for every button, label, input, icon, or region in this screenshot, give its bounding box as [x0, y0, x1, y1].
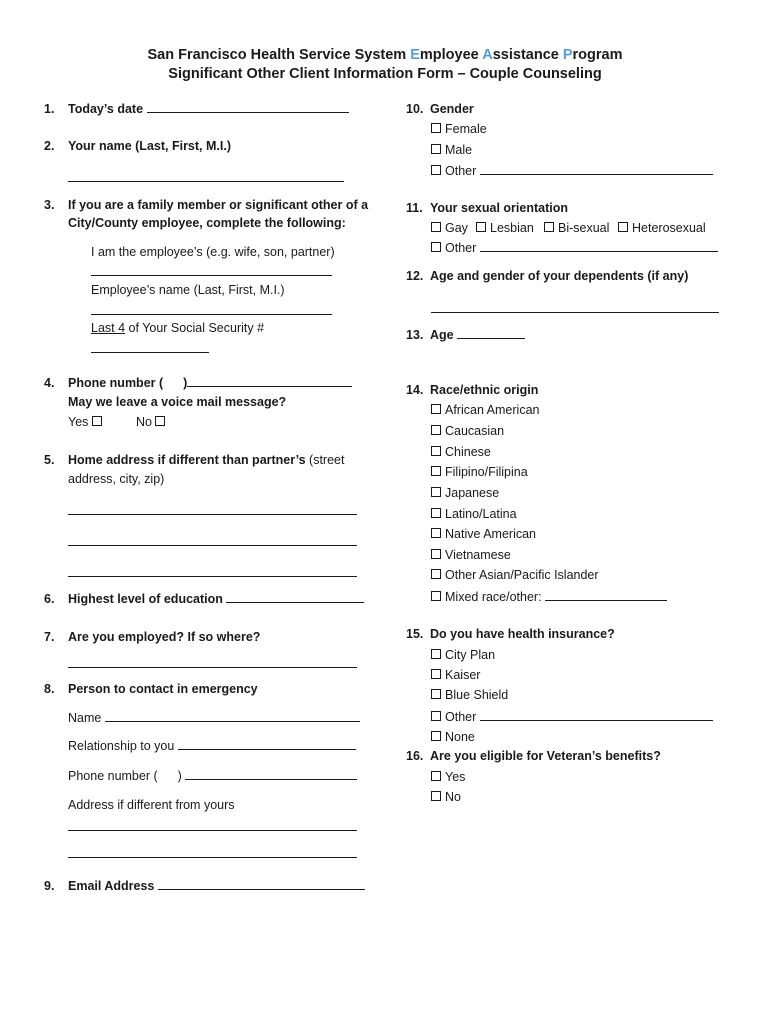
q11-orientation: 11. Your sexual orientation [406, 201, 568, 215]
orientation-heterosexual-option[interactable]: Heterosexual [618, 220, 706, 236]
q8-relationship-label: Relationship to you [68, 738, 356, 754]
checkbox-icon[interactable] [431, 466, 441, 476]
insurance-option[interactable]: City Plan [431, 647, 495, 663]
checkbox-icon[interactable] [431, 771, 441, 781]
q3-family-member: 3. If you are a family member or significant other of a [44, 198, 369, 212]
q3-label-line2: City/County employee, complete the following: [68, 216, 346, 230]
ssn-field[interactable] [91, 352, 209, 353]
race-option[interactable]: Vietnamese [431, 547, 511, 563]
relationship-field[interactable] [91, 275, 332, 276]
orientation-other-option[interactable]: Other [431, 240, 718, 256]
q10-gender: 10. Gender [406, 102, 474, 116]
race-option[interactable]: Chinese [431, 444, 491, 460]
insurance-option[interactable]: None [431, 729, 475, 745]
checkbox-icon[interactable] [431, 731, 441, 741]
insurance-other-field[interactable] [480, 709, 713, 721]
checkbox-icon[interactable] [431, 487, 441, 497]
orientation-gay-option[interactable]: Gay [431, 220, 468, 236]
checkbox-icon[interactable] [431, 123, 441, 133]
race-option[interactable]: African American [431, 402, 539, 418]
contact-phone-field[interactable] [185, 768, 357, 780]
orientation-lesbian-option[interactable]: Lesbian [476, 220, 534, 236]
checkbox-icon[interactable] [431, 528, 441, 538]
race-option[interactable]: Native American [431, 526, 536, 542]
checkbox-icon[interactable] [431, 165, 441, 175]
gender-male-option[interactable]: Male [431, 142, 472, 158]
gender-female-option[interactable]: Female [431, 121, 487, 137]
race-option[interactable]: Japanese [431, 485, 499, 501]
insurance-other-option[interactable]: Other [431, 709, 713, 725]
q4-voicemail-question: May we leave a voice mail message? [68, 395, 287, 409]
q4-voicemail-yes: Yes [68, 414, 106, 430]
q4-phone-number: 4. Phone number ( ) [44, 375, 352, 391]
q8-phone-label: Phone number ( ) [68, 768, 357, 784]
email-field[interactable] [158, 878, 365, 890]
voicemail-yes-checkbox[interactable] [92, 416, 102, 426]
insurance-option[interactable]: Kaiser [431, 667, 480, 683]
address-line-3[interactable] [68, 576, 357, 577]
contact-relationship-field[interactable] [178, 738, 356, 750]
q2-your-name: 2. Your name (Last, First, M.I.) [44, 139, 231, 153]
gender-other-option[interactable]: Other [431, 163, 713, 179]
address-line-2[interactable] [68, 545, 357, 546]
checkbox-icon[interactable] [431, 446, 441, 456]
checkbox-icon[interactable] [431, 222, 441, 232]
checkbox-icon[interactable] [431, 549, 441, 559]
race-option[interactable]: Latino/Latina [431, 506, 517, 522]
checkbox-icon[interactable] [431, 711, 441, 721]
voicemail-no-checkbox[interactable] [155, 416, 165, 426]
q3-ssn-label: Last 4 of Your Social Security # [91, 321, 265, 335]
checkbox-icon[interactable] [431, 144, 441, 154]
q3-employee-name-label: Employee’s name (Last, First, M.I.) [91, 283, 285, 297]
q16-veteran: 16. Are you eligible for Veteran’s benefits? [406, 749, 661, 763]
checkbox-icon[interactable] [431, 569, 441, 579]
checkbox-icon[interactable] [431, 689, 441, 699]
q1-todays-date: 1. Today’s date [44, 101, 349, 117]
q5-label-line2: address, city, zip) [68, 472, 165, 486]
q8-name-label: Name [68, 710, 360, 726]
checkbox-icon[interactable] [431, 591, 441, 601]
race-mixed-field[interactable] [545, 589, 667, 601]
q8-emergency-contact: 8. Person to contact in emergency [44, 682, 258, 696]
q14-race: 14. Race/ethnic origin [406, 383, 539, 397]
employer-field[interactable] [68, 667, 357, 668]
q9-email: 9. Email Address [44, 878, 365, 894]
race-mixed-option[interactable]: Mixed race/other: [431, 589, 667, 605]
orientation-bisexual-option[interactable]: Bi-sexual [544, 220, 609, 236]
contact-address-line-2[interactable] [68, 857, 357, 858]
gender-other-field[interactable] [480, 163, 713, 175]
q12-dependents: 12. Age and gender of your dependents (if any) [406, 269, 689, 283]
checkbox-icon[interactable] [431, 404, 441, 414]
checkbox-icon[interactable] [431, 242, 441, 252]
veteran-no-option[interactable]: No [431, 789, 461, 805]
insurance-option[interactable]: Blue Shield [431, 687, 508, 703]
date-field[interactable] [147, 101, 349, 113]
q4-voicemail-no: No [136, 414, 169, 430]
checkbox-icon[interactable] [431, 669, 441, 679]
checkbox-icon[interactable] [618, 222, 628, 232]
checkbox-icon[interactable] [544, 222, 554, 232]
orientation-other-field[interactable] [480, 240, 718, 252]
q13-age: 13. Age [406, 327, 525, 343]
checkbox-icon[interactable] [431, 508, 441, 518]
q8-address-label: Address if different from yours [68, 798, 235, 812]
q15-health-insurance: 15. Do you have health insurance? [406, 627, 615, 641]
q7-employed: 7. Are you employed? If so where? [44, 630, 261, 644]
checkbox-icon[interactable] [476, 222, 486, 232]
q3-relationship-label: I am the employee’s (e.g. wife, son, partner) [91, 245, 335, 259]
contact-address-line-1[interactable] [68, 830, 357, 831]
race-option[interactable]: Filipino/Filipina [431, 464, 528, 480]
education-field[interactable] [226, 591, 364, 603]
q5-home-address: 5. Home address if different than partner’s (street [44, 453, 345, 467]
checkbox-icon[interactable] [431, 425, 441, 435]
dependents-field[interactable] [431, 312, 719, 313]
phone-field[interactable] [187, 375, 352, 387]
employee-name-field[interactable] [91, 314, 332, 315]
veteran-yes-option[interactable]: Yes [431, 769, 465, 785]
race-option[interactable]: Other Asian/Pacific Islander [431, 567, 599, 583]
race-option[interactable]: Caucasian [431, 423, 504, 439]
contact-name-field[interactable] [105, 710, 360, 722]
name-field[interactable] [68, 181, 344, 182]
address-line-1[interactable] [68, 514, 357, 515]
q6-education: 6. Highest level of education [44, 591, 364, 607]
form-title-line1: San Francisco Health Service System Employee Assistance Program [147, 47, 623, 63]
checkbox-icon[interactable] [431, 791, 441, 801]
form-title-line2: Significant Other Client Information Form – Couple Counseling [168, 66, 602, 82]
checkbox-icon[interactable] [431, 649, 441, 659]
age-field[interactable] [457, 327, 525, 339]
